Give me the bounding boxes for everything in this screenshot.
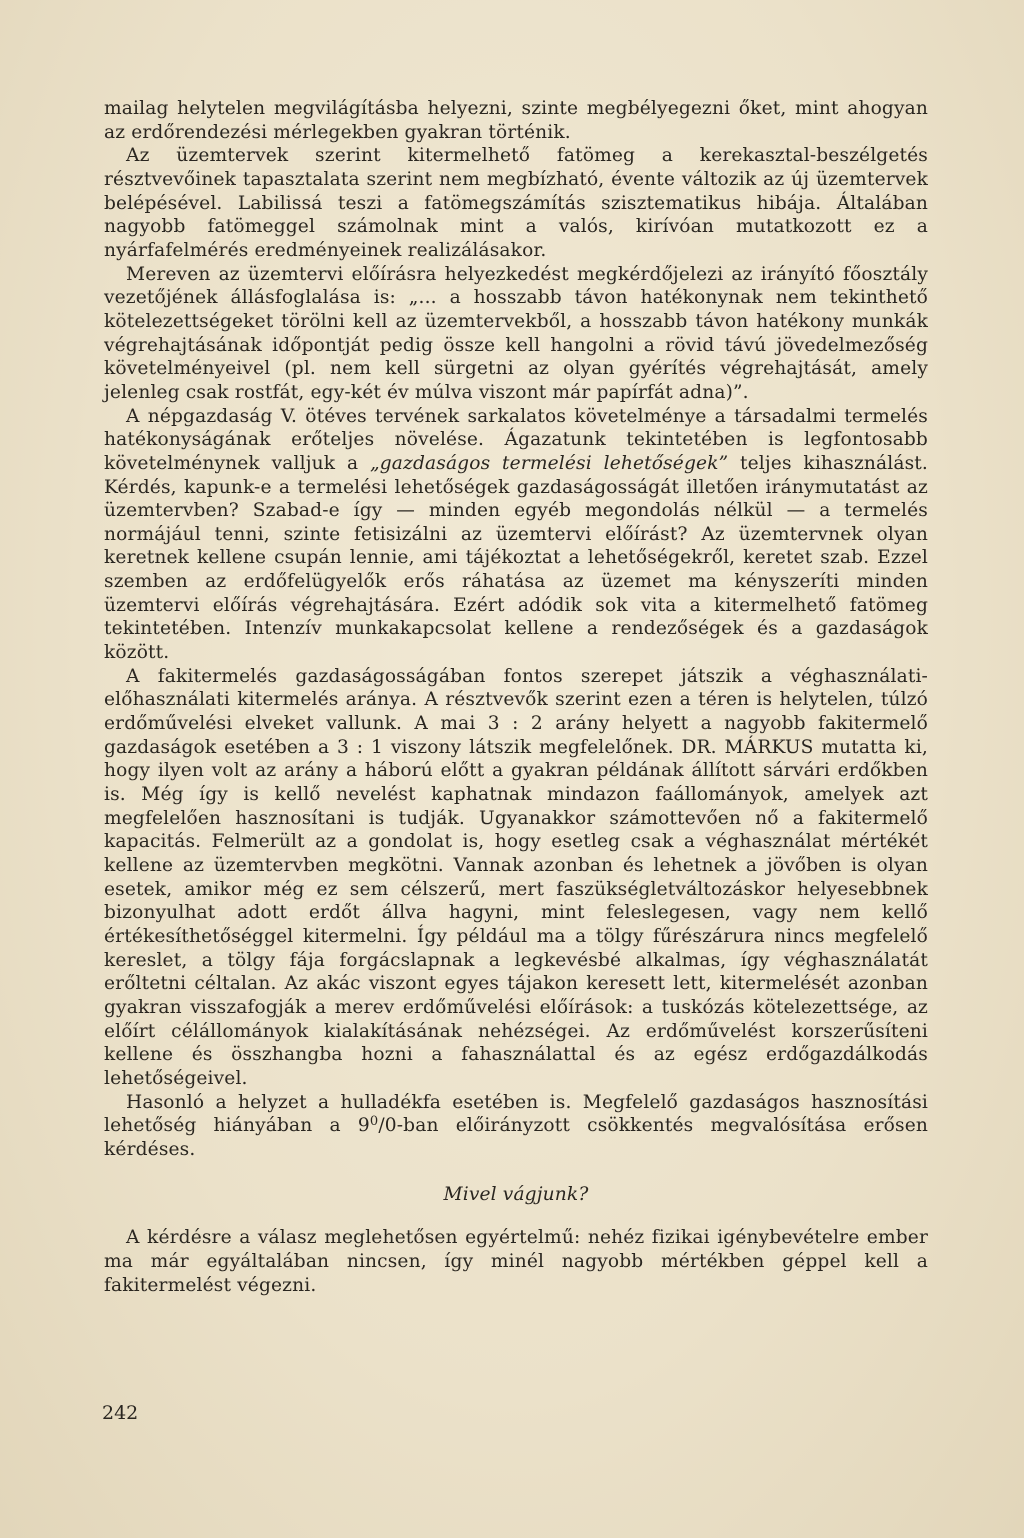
paragraph-harvest-ratio: A fakitermelés gazdaságosságában fontos szerepet játszik a véghasználati-előhasználati kitermelés aránya. A résztvevők szerint ezen a téren is helytelen, túlzó erdőművelési elveket vallunk. A mai 3 : 2 arány helyett a nagyobb fakitermelő gazdaságok esetében a 3 : 1 viszony látszik megfelelőnek. DR. MÁRKUS mutatta ki, hogy ilyen volt az arány a háború előtt a gyakran példának állított sárvári erdőkben is. Még így is kellő nevelést kaphatnak mindazon faállományok, amelyek azt megfelelően hasznosítani is tudják. Ugyanakkor számottevően nő a fakitermelő kapacitás. Felmerült az a gondolat is, hogy esetleg csak a véghasználat mértékét kellene az üzemtervben megkötni. Vannak azonban és lehetnek a jövőben is olyan esetek, amikor még ez sem célszerű, mert faszükségletváltozáskor helyesebbnek bizonyulhat adott erdőt állva hagyni, mint feleslegesen, vagy nem kellő értékesíthetőséggel kitermelni. Így például ma a tölgy fűrészárura nincs megfelelő kereslet, a tölgy fája forgácslapnak a legkevésbé alkalmas, így véghasználatát erőltetni céltalan. Az akác viszont egyes tájakon keresett lett, kitermelését azonban gyakran visszafogják a merev erdőművelési előírások: a tuskózás kötelezettsége, az előírt célállományok kialakításának nehézségei. Az erdőművelést korszerűsíteni kellene és összhangba hozni a fahasználattal és az egész erdőgazdálkodás lehetőségeivel. [104, 665, 928, 1089]
paragraph-five-year-plan [104, 405, 928, 665]
paragraph-continuation: mailag helytelen megvilágításba helyezni, szinte megbélyegezni őket, mint ahogyan az erdőrendezési mérlegekben gyakran történik. [104, 98, 928, 143]
paragraph-department-position: Mereven az üzemtervi előírásra helyezkedést megkérdőjelezi az irányító főosztály vezetőjének állásfoglalása is: „... a hosszabb távon hatékonynak nem tekinthető kötelezettségeket törölni kell az üzemtervekből, a hosszabb távon hatékony munkák végrehajtásának időpontját pedig össze kell hangolni a rövid távú jövedelmezőség követelményeivel (pl. nem kell sürgetni az olyan gyérítés végrehajtását, amely jelenleg csak rostfát, egy-két év múlva viszont már papírfát adna)”. [104, 263, 928, 403]
body-text [104, 97, 928, 1297]
paragraph-waste-wood-end: /0-ban előirányzott csökkentés megvalósítása erősen kérdéses. [104, 1115, 928, 1160]
paragraph-five-year-plan-start: A népgazdaság V. ötéves tervének sarkalatos követelménye a társadalmi termelés hatékonyságának erőteljes növelése. Ágazatunk tekintetében is legfontosabb követelménynek valljuk a [104, 405, 928, 474]
section-heading: Mivel vágjunk? [443, 1183, 589, 1205]
emphasis-economic-production: „gazdaságos termelési lehetőségek” [369, 452, 729, 474]
paragraph-machine-harvesting: A kérdésre a válasz meglehetősen egyértelmű: nehéz fizikai igénybevételre ember ma már egyáltalában nincsen, így minél nagyobb mértékben géppel kell a fakitermelést végezni. [104, 1227, 928, 1296]
page-number: 242 [102, 1402, 139, 1424]
paragraph-waste-wood [104, 1091, 928, 1162]
paragraph-forest-plan-volume: Az üzemtervek szerint kitermelhető fatömeg a kerekasztal-beszélgetés résztvevőinek tapasztalata szerint nem megbízható, évente változik az új üzemtervek belépésével. Labilissá teszi a fatömegszámítás szisztematikus hibája. Általában nagyobb fatömeggel számolnak mint a valós, kirívóan mutatkozott ez a nyárfafelmérés eredményeinek realizálásakor. [104, 145, 928, 261]
percent-sign-superscript: 0 [369, 1114, 379, 1130]
paragraph-five-year-plan-end: teljes kihasználást. Kérdés, kapunk-e a termelési lehetőségek gazdaságosságát illetően iránymutatást az üzemtervben? Szabad-e így — minden egyéb megondolás nélkül — a termelés normájául tenni, szinte fetisizálni az üzemtervi előírást? Az üzemtervnek olyan keretnek kellene csupán lennie, ami tájékoztat a lehetőségekről, keretet szab. Ezzel szemben az erdőfelügyelők erős ráhatása az üzemet ma kényszeríti minden üzemtervi előírás végrehajtására. Ezért adódik sok vita a kitermelhető fatömeg tekintetében. Intenzív munkakapcsolat kellene a rendezőségek és a gazdaságok között. [104, 452, 928, 664]
paragraph-waste-wood-start: Hasonló a helyzet a hulladékfa esetében is. Megfelelő gazdaságos hasznosítási lehetőség hiányában a 9 [104, 1091, 928, 1137]
